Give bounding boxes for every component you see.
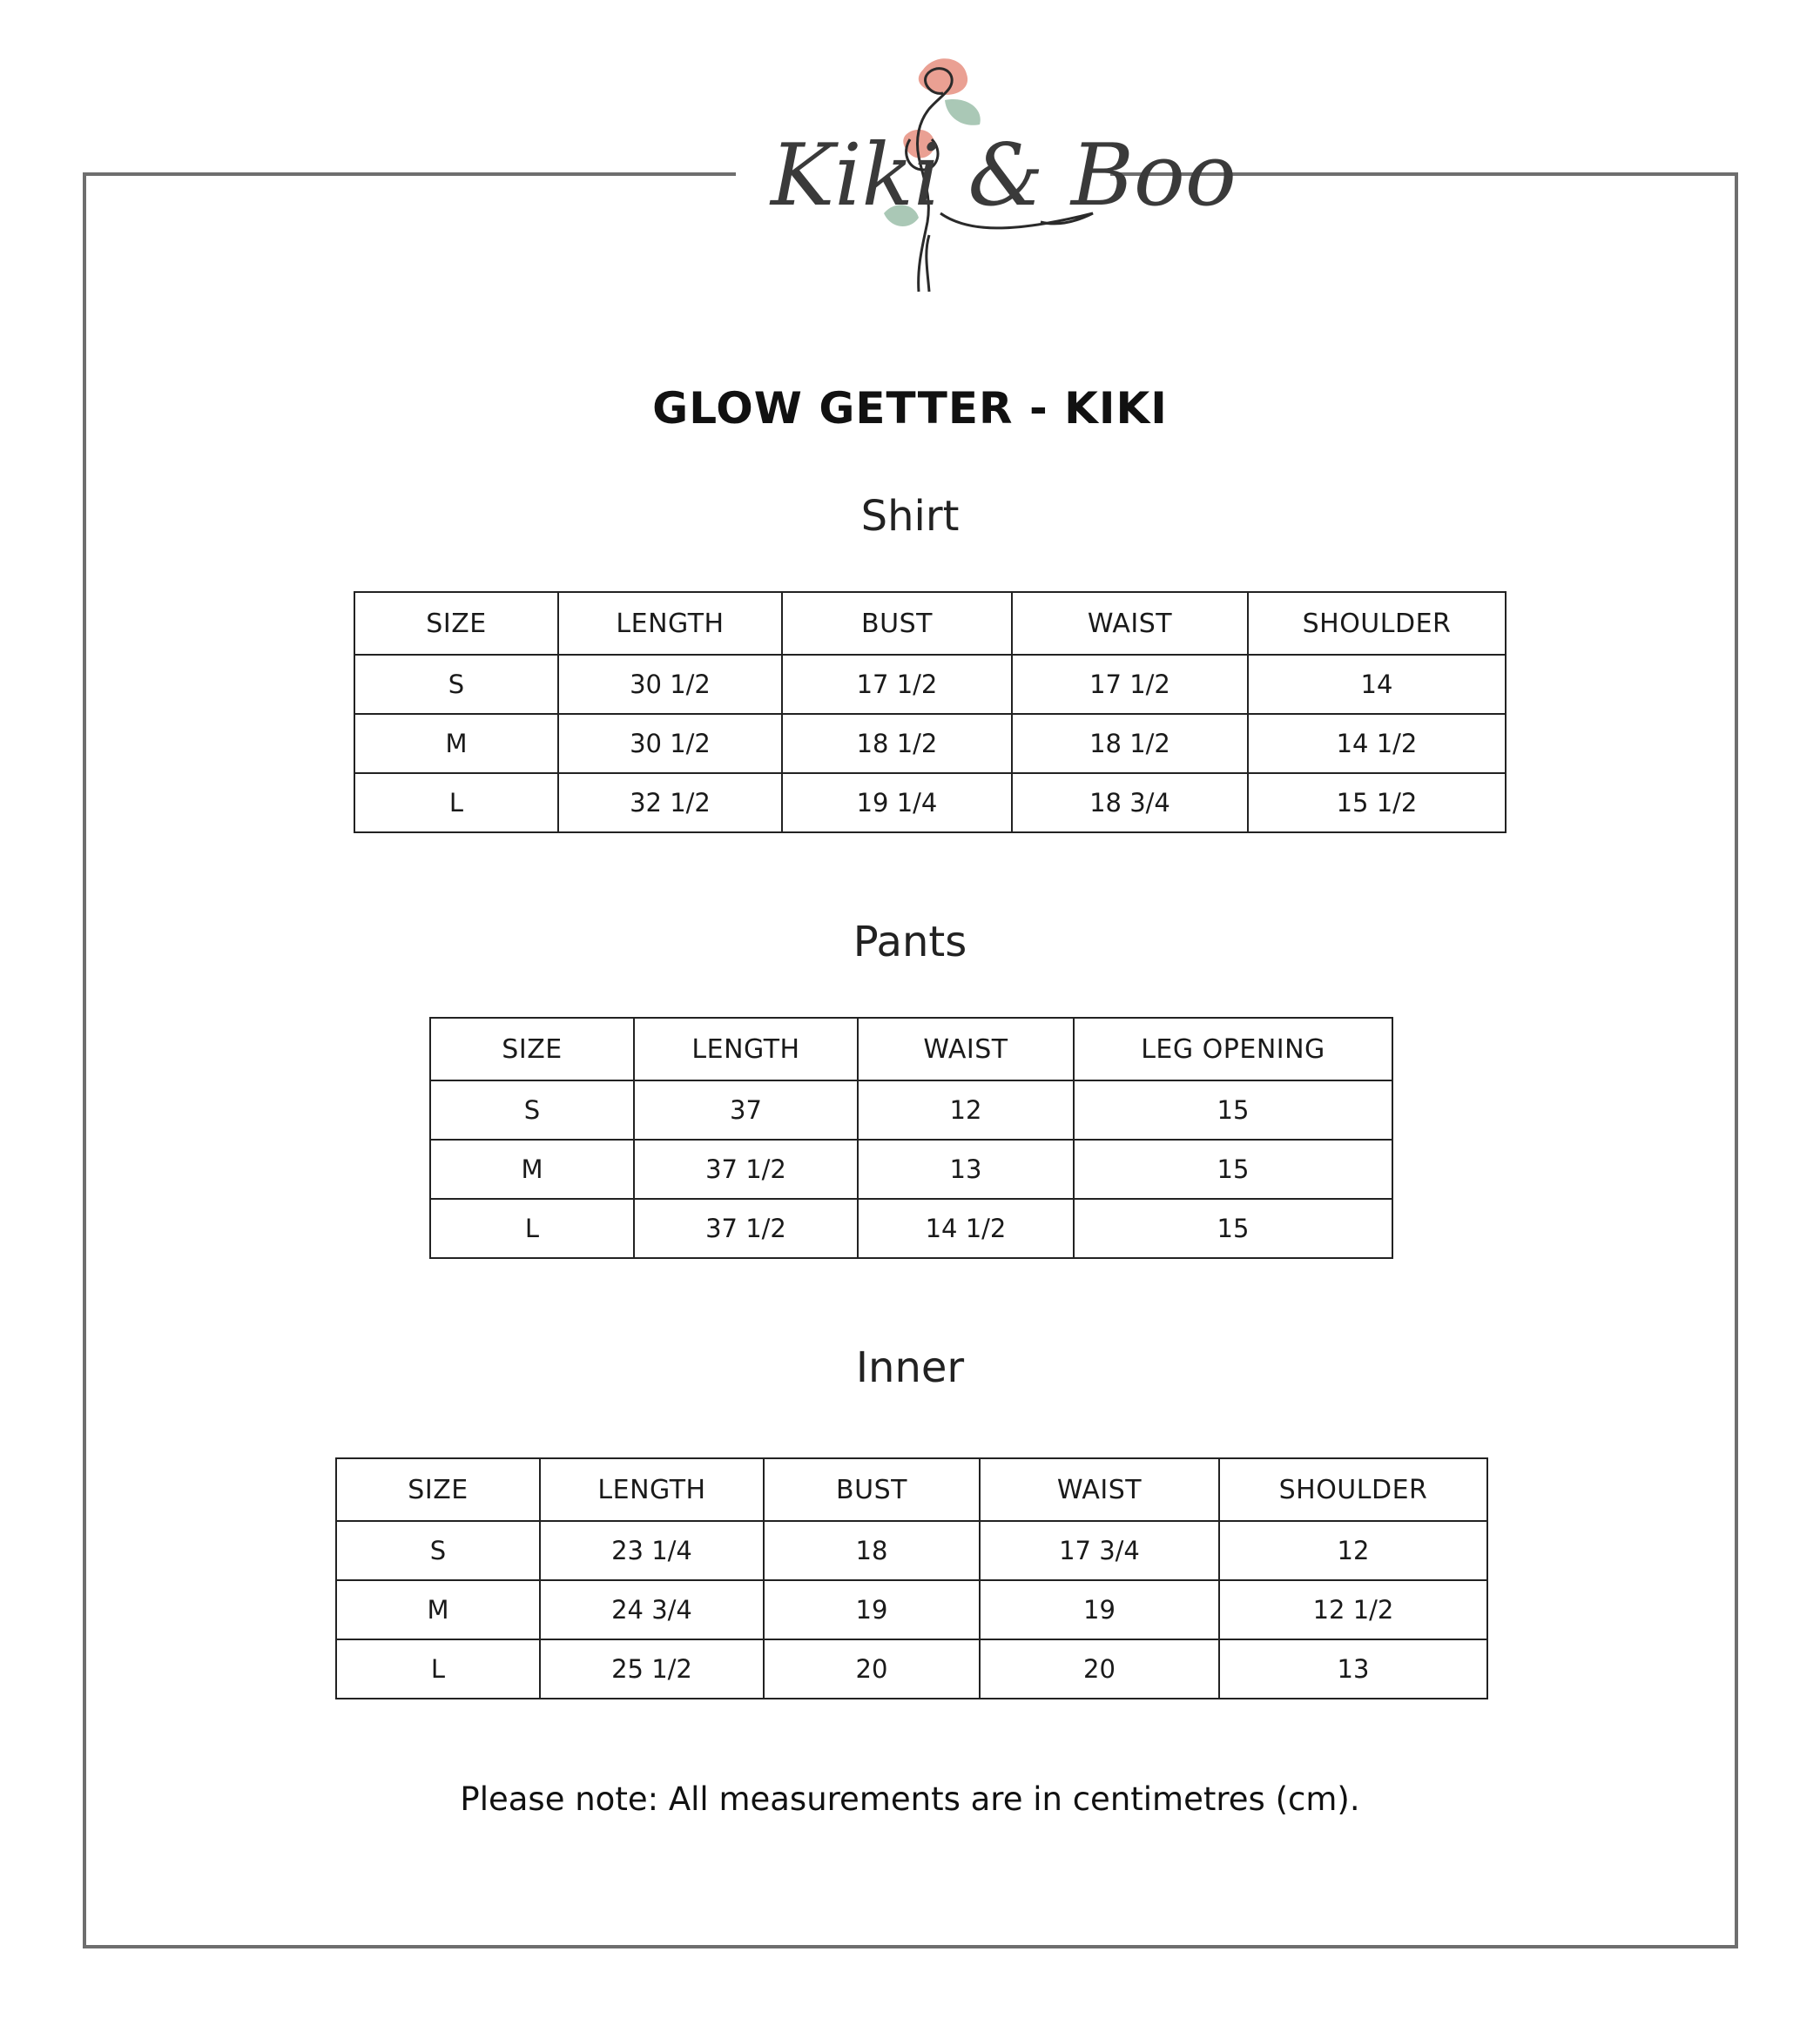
table-cell: 19 bbox=[764, 1580, 980, 1639]
table-cell: 18 1/2 bbox=[782, 714, 1012, 773]
table-cell: 14 1/2 bbox=[1248, 714, 1506, 773]
table-cell: L bbox=[336, 1639, 540, 1699]
table-row bbox=[430, 1080, 1392, 1140]
table-cell: M bbox=[336, 1580, 540, 1639]
page-title: GLOW GETTER - KIKI bbox=[652, 383, 1168, 434]
table-cell: 14 1/2 bbox=[858, 1199, 1074, 1258]
table-cell: 15 1/2 bbox=[1248, 773, 1506, 832]
table-cell: 12 bbox=[1219, 1521, 1487, 1580]
table-cell: 12 1/2 bbox=[1219, 1580, 1487, 1639]
column-header: LENGTH bbox=[558, 592, 782, 655]
table-cell: 32 1/2 bbox=[558, 773, 782, 832]
table-cell: 17 3/4 bbox=[980, 1521, 1219, 1580]
measurement-note: Please note: All measurements are in centimetres (cm). bbox=[460, 1780, 1360, 1818]
table-cell: L bbox=[430, 1199, 634, 1258]
table-row bbox=[336, 1521, 1487, 1580]
table-cell: 15 bbox=[1074, 1080, 1392, 1140]
logo-leaf-right bbox=[945, 99, 981, 125]
column-header: LENGTH bbox=[540, 1458, 764, 1521]
table-cell: 13 bbox=[858, 1140, 1074, 1199]
table-cell: 15 bbox=[1074, 1199, 1392, 1258]
table-cell: M bbox=[354, 714, 558, 773]
section-title-shirt: Shirt bbox=[860, 492, 960, 541]
inner-size-table bbox=[335, 1457, 1488, 1699]
table-cell: 18 bbox=[764, 1521, 980, 1580]
section-title-pants: Pants bbox=[853, 918, 967, 966]
table-cell: 20 bbox=[980, 1639, 1219, 1699]
table-cell: 15 bbox=[1074, 1140, 1392, 1199]
table-cell: S bbox=[336, 1521, 540, 1580]
table-cell: 18 1/2 bbox=[1012, 714, 1248, 773]
table-row bbox=[430, 1140, 1392, 1199]
column-header: BUST bbox=[782, 592, 1012, 655]
column-header: SHOULDER bbox=[1219, 1458, 1487, 1521]
column-header: SIZE bbox=[430, 1018, 634, 1080]
column-header: WAIST bbox=[858, 1018, 1074, 1080]
table-row bbox=[336, 1639, 1487, 1699]
table-cell: 30 1/2 bbox=[558, 714, 782, 773]
brand-logo bbox=[745, 48, 1237, 300]
table-cell: 17 1/2 bbox=[1012, 655, 1248, 714]
table-cell: 23 1/4 bbox=[540, 1521, 764, 1580]
column-header: BUST bbox=[764, 1458, 980, 1521]
shirt-size-table bbox=[354, 591, 1507, 833]
column-header: WAIST bbox=[980, 1458, 1219, 1521]
table-row bbox=[430, 1199, 1392, 1258]
table-cell: 24 3/4 bbox=[540, 1580, 764, 1639]
table-cell: L bbox=[354, 773, 558, 832]
table-cell: S bbox=[430, 1080, 634, 1140]
table-cell: 37 bbox=[634, 1080, 858, 1140]
table-header-row bbox=[430, 1018, 1392, 1080]
table-header-row bbox=[336, 1458, 1487, 1521]
column-header: SIZE bbox=[354, 592, 558, 655]
table-row bbox=[354, 655, 1506, 714]
table-cell: 19 bbox=[980, 1580, 1219, 1639]
column-header: LEG OPENING bbox=[1074, 1018, 1392, 1080]
table-cell: 30 1/2 bbox=[558, 655, 782, 714]
table-cell: 13 bbox=[1219, 1639, 1487, 1699]
table-header-row bbox=[354, 592, 1506, 655]
table-cell: 12 bbox=[858, 1080, 1074, 1140]
column-header: SIZE bbox=[336, 1458, 540, 1521]
table-cell: 19 1/4 bbox=[782, 773, 1012, 832]
table-row bbox=[354, 773, 1506, 832]
table-cell: 25 1/2 bbox=[540, 1639, 764, 1699]
table-cell: 37 1/2 bbox=[634, 1140, 858, 1199]
table-cell: 14 bbox=[1248, 655, 1506, 714]
table-row bbox=[336, 1580, 1487, 1639]
column-header: SHOULDER bbox=[1248, 592, 1506, 655]
table-cell: 37 1/2 bbox=[634, 1199, 858, 1258]
section-title-inner: Inner bbox=[855, 1343, 965, 1392]
pants-size-table bbox=[429, 1017, 1393, 1259]
column-header: WAIST bbox=[1012, 592, 1248, 655]
column-header: LENGTH bbox=[634, 1018, 858, 1080]
table-cell: 20 bbox=[764, 1639, 980, 1699]
table-cell: 18 3/4 bbox=[1012, 773, 1248, 832]
table-cell: S bbox=[354, 655, 558, 714]
logo-wordmark: Kiki & Boo bbox=[771, 126, 1237, 225]
table-cell: 17 1/2 bbox=[782, 655, 1012, 714]
table-row bbox=[354, 714, 1506, 773]
table-cell: M bbox=[430, 1140, 634, 1199]
